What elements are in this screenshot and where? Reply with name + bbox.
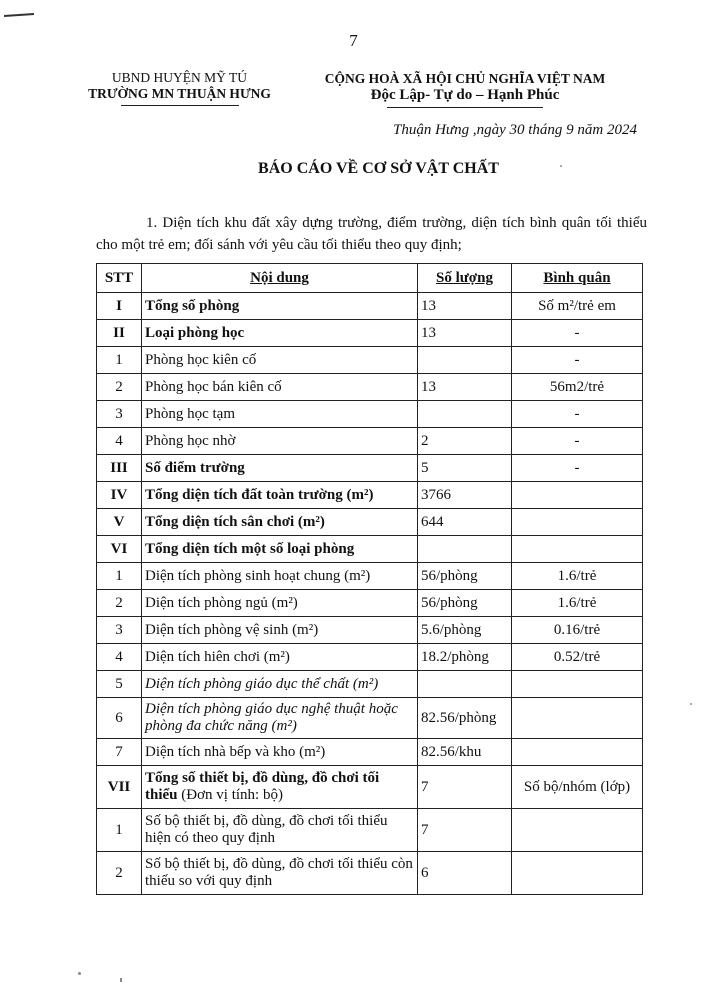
cell-quantity: 7 <box>418 766 512 809</box>
corner-pen-mark <box>4 13 34 17</box>
cell-content-title: Tổng số thiết bị, đồ dùng, đồ chơi tối thiểu <box>145 770 380 803</box>
table-row <box>97 347 643 374</box>
cell-average: 56m2/trẻ <box>512 374 643 401</box>
cell-content: Tổng diện tích sân chơi (m²) <box>142 509 418 536</box>
org-underline <box>121 105 239 106</box>
nation-motto: Độc Lập- Tự do – Hạnh Phúc <box>370 87 560 103</box>
cell-content: Diện tích phòng giáo dục nghệ thuật hoặc phòng đa chức năng (m²) <box>142 698 418 739</box>
table-row <box>97 617 643 644</box>
header-stt: STT <box>97 264 142 293</box>
motto-underline <box>387 107 543 108</box>
table-row <box>97 428 643 455</box>
table-row <box>97 563 643 590</box>
cell-content-unit: (Đơn vị tính: bộ) <box>181 787 283 803</box>
scan-speck <box>690 703 692 705</box>
org-header <box>62 70 297 106</box>
cell-content: Diện tích phòng sinh hoạt chung (m²) <box>142 563 418 590</box>
cell-content: Tổng diện tích đất toàn trường (m²) <box>142 482 418 509</box>
table-header-row <box>97 264 643 293</box>
cell-stt: IV <box>97 482 142 509</box>
table-row <box>97 320 643 347</box>
table-row <box>97 455 643 482</box>
cell-content: Diện tích hiên chơi (m²) <box>142 644 418 671</box>
cell-stt: 3 <box>97 401 142 428</box>
header-quantity: Số lượng <box>418 264 512 293</box>
cell-average: 1.6/trẻ <box>512 590 643 617</box>
cell-quantity: 5 <box>418 455 512 482</box>
cell-quantity <box>418 536 512 563</box>
date-line: Thuận Hưng ,ngày 30 tháng 9 năm 2024 <box>392 122 637 138</box>
cell-average <box>512 852 643 895</box>
cell-quantity: 56/phòng <box>418 590 512 617</box>
cell-quantity: 82.56/phòng <box>418 698 512 739</box>
cell-quantity: 3766 <box>418 482 512 509</box>
cell-quantity <box>418 347 512 374</box>
report-title: BÁO CÁO VỀ CƠ SỞ VẬT CHẤT <box>258 160 499 177</box>
table-row <box>97 852 643 895</box>
national-header <box>300 70 630 108</box>
cell-stt: 5 <box>97 671 142 698</box>
cell-average: - <box>512 455 643 482</box>
cell-stt: 2 <box>97 590 142 617</box>
cell-quantity: 13 <box>418 320 512 347</box>
cell-stt: V <box>97 509 142 536</box>
cell-quantity: 5.6/phòng <box>418 617 512 644</box>
table-row <box>97 766 643 809</box>
cell-average: - <box>512 401 643 428</box>
scan-speck <box>120 978 122 982</box>
cell-content: Diện tích phòng vệ sinh (m²) <box>142 617 418 644</box>
facilities-table <box>96 263 643 895</box>
cell-average <box>512 536 643 563</box>
cell-stt: 3 <box>97 617 142 644</box>
cell-stt: 1 <box>97 563 142 590</box>
cell-stt: 1 <box>97 347 142 374</box>
table-row <box>97 374 643 401</box>
cell-quantity: 82.56/khu <box>418 739 512 766</box>
table-row <box>97 482 643 509</box>
cell-quantity: 6 <box>418 852 512 895</box>
table-row <box>97 809 643 852</box>
cell-average <box>512 671 643 698</box>
cell-average <box>512 509 643 536</box>
cell-quantity: 18.2/phòng <box>418 644 512 671</box>
cell-average <box>512 739 643 766</box>
header-content: Nội dung <box>142 264 418 293</box>
table-row <box>97 698 643 739</box>
cell-content: Phòng học bán kiên cố <box>142 374 418 401</box>
cell-content: Loại phòng học <box>142 320 418 347</box>
cell-quantity: 2 <box>418 428 512 455</box>
table-row <box>97 509 643 536</box>
cell-average: 0.16/trẻ <box>512 617 643 644</box>
cell-content: Số bộ thiết bị, đồ dùng, đồ chơi tối thiểu còn thiếu so với quy định <box>142 852 418 895</box>
cell-content: Phòng học kiên cố <box>142 347 418 374</box>
table-row <box>97 590 643 617</box>
cell-stt: VII <box>97 766 142 809</box>
cell-content: Diện tích phòng giáo dục thể chất (m²) <box>142 671 418 698</box>
cell-stt: 2 <box>97 374 142 401</box>
cell-average <box>512 809 643 852</box>
header-average: Bình quân <box>512 264 643 293</box>
org-district: UBND HUYỆN MỸ TÚ <box>111 70 248 85</box>
cell-content: Số điểm trường <box>142 455 418 482</box>
cell-quantity: 13 <box>418 293 512 320</box>
table-row <box>97 671 643 698</box>
cell-average: Số m²/trẻ em <box>512 293 643 320</box>
cell-average <box>512 698 643 739</box>
cell-stt: I <box>97 293 142 320</box>
table-row <box>97 401 643 428</box>
cell-quantity: 644 <box>418 509 512 536</box>
cell-stt: 1 <box>97 809 142 852</box>
cell-stt: 4 <box>97 428 142 455</box>
scan-speck <box>560 165 562 167</box>
cell-content: Diện tích nhà bếp và kho (m²) <box>142 739 418 766</box>
nation-name: CỘNG HOÀ XÃ HỘI CHỦ NGHĨA VIỆT NAM <box>324 71 606 86</box>
cell-content: Phòng học tạm <box>142 401 418 428</box>
cell-content: Tổng số phòng <box>142 293 418 320</box>
cell-stt: 4 <box>97 644 142 671</box>
cell-average: Số bộ/nhóm (lớp) <box>512 766 643 809</box>
cell-stt: VI <box>97 536 142 563</box>
cell-average: 1.6/trẻ <box>512 563 643 590</box>
cell-stt: III <box>97 455 142 482</box>
table-row <box>97 536 643 563</box>
cell-quantity <box>418 401 512 428</box>
cell-content: Phòng học nhờ <box>142 428 418 455</box>
cell-content: Tổng diện tích một số loại phòng <box>142 536 418 563</box>
cell-quantity: 7 <box>418 809 512 852</box>
table-row <box>97 293 643 320</box>
table-row <box>97 644 643 671</box>
cell-average: 0.52/trẻ <box>512 644 643 671</box>
org-school: TRƯỜNG MN THUẬN HƯNG <box>88 86 271 101</box>
cell-average: - <box>512 320 643 347</box>
cell-content: Diện tích phòng ngủ (m²) <box>142 590 418 617</box>
cell-stt: 2 <box>97 852 142 895</box>
table-row <box>97 739 643 766</box>
cell-average <box>512 482 643 509</box>
scan-speck <box>78 972 81 975</box>
cell-average: - <box>512 347 643 374</box>
page-number: 7 <box>349 31 358 50</box>
cell-stt: II <box>97 320 142 347</box>
cell-quantity <box>418 671 512 698</box>
cell-stt: 7 <box>97 739 142 766</box>
cell-quantity: 13 <box>418 374 512 401</box>
cell-quantity: 56/phòng <box>418 563 512 590</box>
cell-content <box>142 766 418 809</box>
intro-paragraph: 1. Diện tích khu đất xây dựng trường, điểm trường, diện tích bình quân tối thiểu cho một trẻ em; đối sánh với yêu cầu tối thiểu theo quy định; <box>96 215 647 253</box>
cell-stt: 6 <box>97 698 142 739</box>
cell-content: Số bộ thiết bị, đồ dùng, đồ chơi tối thiểu hiện có theo quy định <box>142 809 418 852</box>
cell-average: - <box>512 428 643 455</box>
